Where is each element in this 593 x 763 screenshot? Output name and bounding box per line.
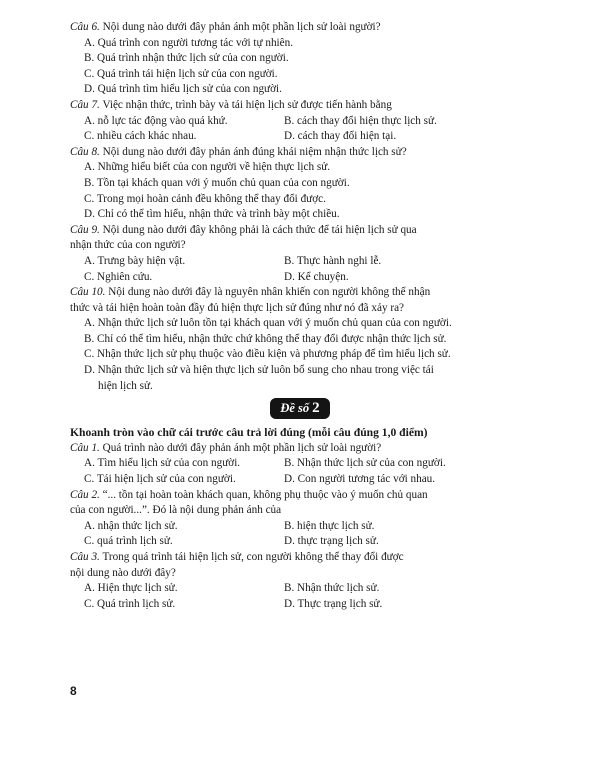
question-number: Câu 6. (70, 21, 100, 33)
exam-set-header (70, 398, 530, 419)
options-row (70, 270, 530, 286)
question-number: Câu 10. (70, 286, 106, 299)
question-text-continued: thức và tái hiện hoàn toàn đầy đủ hiện thực lịch sử đúng như nó đã xảy ra? (70, 301, 404, 314)
option-b: B. Tồn tại khách quan với ý muốn chủ quan của con người. (84, 176, 350, 189)
option-d: D. Quá trình tìm hiểu lịch sử của con người. (84, 83, 282, 96)
question-10 (70, 285, 530, 301)
question-8 (70, 145, 530, 161)
option-c: C. quá trình lịch sử. (84, 535, 173, 548)
option-d: D. Chỉ có thể tìm hiểu, nhận thức và trình bày một chiều. (84, 208, 340, 221)
option-a: A. nỗ lực tác động vào quá khứ. (84, 114, 228, 127)
question-2 (70, 488, 530, 504)
option-b: B. cách thay đổi hiện thực lịch sử. (284, 114, 437, 127)
exam-set-number: 2 (312, 400, 320, 417)
instruction-text: Khoanh tròn vào chữ cái trước câu trả lời đúng (mỗi câu đúng 1,0 điểm) (70, 426, 428, 440)
question-6 (70, 20, 530, 36)
question-3 (70, 550, 530, 566)
option-a: A. Trưng bày hiện vật. (84, 254, 186, 267)
option-c: C. Tái hiện lịch sử của con người. (84, 473, 236, 486)
question-text: Nội dung nào dưới đây là nguyên nhân khiến con người không thể nhận (105, 286, 431, 299)
question-number: Câu 8. (70, 145, 100, 158)
question-number: Câu 7. (70, 98, 100, 111)
options-row (70, 129, 530, 145)
option-c: C. Trong mọi hoàn cảnh đều không thể thay đổi được. (84, 192, 326, 205)
option-d: D. thực trạng lịch sử. (284, 535, 379, 548)
option-d: D. Con người tương tác với nhau. (284, 473, 436, 486)
option-b: B. Chỉ có thể tìm hiểu, nhận thức chứ không thể thay đổi được nhận thức lịch sử. (84, 332, 447, 345)
options-row (70, 114, 530, 130)
option-c: C. Quá trình lịch sử. (84, 597, 176, 610)
question-text: Nội dung nào dưới đây không phải là cách thức để tái hiện lịch sử qua (99, 223, 417, 236)
options-row (70, 472, 530, 488)
question-text: Việc nhận thức, trình bày và tái hiện lịch sử được tiến hành bằng (99, 98, 392, 111)
option-c: C. nhiều cách khác nhau. (84, 130, 197, 143)
option-b: B. Nhận thức lịch sử của con người. (284, 457, 446, 470)
options-row (70, 519, 530, 535)
options-row (70, 456, 530, 472)
option-d-continued: hiện lịch sử. (98, 379, 153, 392)
exam-set-badge (270, 398, 329, 419)
option-a: A. Những hiểu biết của con người về hiện thực lịch sử. (84, 161, 331, 174)
option-c: C. Quá trình tái hiện lịch sử của con người. (84, 67, 278, 80)
question-text-continued: của con người...”. Đó là nội dung phản ánh của (70, 504, 282, 517)
option-a: A. Tìm hiểu lịch sử của con người. (84, 457, 241, 470)
question-text-continued: nội dung nào dưới đây? (70, 566, 176, 579)
question-text: Nội dung nào dưới đây phản ánh một phần lịch sử loài người? (99, 21, 381, 33)
option-d: D. cách thay đổi hiện tại. (284, 130, 397, 143)
options-row (70, 254, 530, 270)
exam-set-label: Đề số (280, 401, 310, 416)
question-text: “... tồn tại hoàn toàn khách quan, không phụ thuộc vào ý muốn chủ quan (99, 488, 428, 501)
options-row (70, 581, 530, 597)
question-number: Câu 1. (70, 441, 100, 454)
option-c: C. Nghiên cứu. (84, 270, 153, 283)
option-d: D. Thực trạng lịch sử. (284, 597, 383, 610)
option-b: B. Quá trình nhận thức lịch sử của con người. (84, 52, 289, 65)
question-text: Nội dung nào dưới đây phản ánh đúng khái niệm nhận thức lịch sử? (99, 145, 407, 158)
option-a: A. Quá trình con người tương tác với tự nhiên. (84, 36, 294, 49)
question-number: Câu 9. (70, 223, 100, 236)
question-7 (70, 98, 530, 114)
question-number: Câu 3. (70, 551, 100, 563)
option-b: B. Nhận thức lịch sử. (284, 582, 380, 595)
options-row (70, 597, 530, 613)
option-b: B. hiện thực lịch sử. (284, 519, 375, 532)
question-text-continued: nhận thức của con người? (70, 239, 186, 252)
question-9 (70, 223, 530, 239)
question-text: Trong quá trình tái hiện lịch sử, con người không thể thay đổi được (99, 551, 404, 563)
options-row (70, 534, 530, 550)
question-number: Câu 2. (70, 488, 100, 501)
question-1 (70, 441, 530, 457)
option-b: B. Thực hành nghi lễ. (284, 254, 382, 267)
option-d: D. Nhận thức lịch sử và hiện thực lịch sử luôn bổ sung cho nhau trong việc tái (84, 364, 434, 377)
option-c: C. Nhận thức lịch sử phụ thuộc vào điều kiện và phương pháp để tìm hiểu lịch sử. (84, 348, 451, 361)
document-page (70, 20, 530, 612)
question-text: Quá trình nào dưới đây phản ánh một phần lịch sử loài người? (99, 441, 382, 454)
option-d: D. Kể chuyện. (284, 270, 349, 283)
option-a: A. Hiện thực lịch sử. (84, 582, 178, 595)
option-a: A. nhận thức lịch sử. (84, 519, 178, 532)
option-a: A. Nhận thức lịch sử luôn tồn tại khách quan với ý muốn chủ quan của con người. (84, 317, 452, 330)
page-number: 8 (70, 684, 77, 698)
